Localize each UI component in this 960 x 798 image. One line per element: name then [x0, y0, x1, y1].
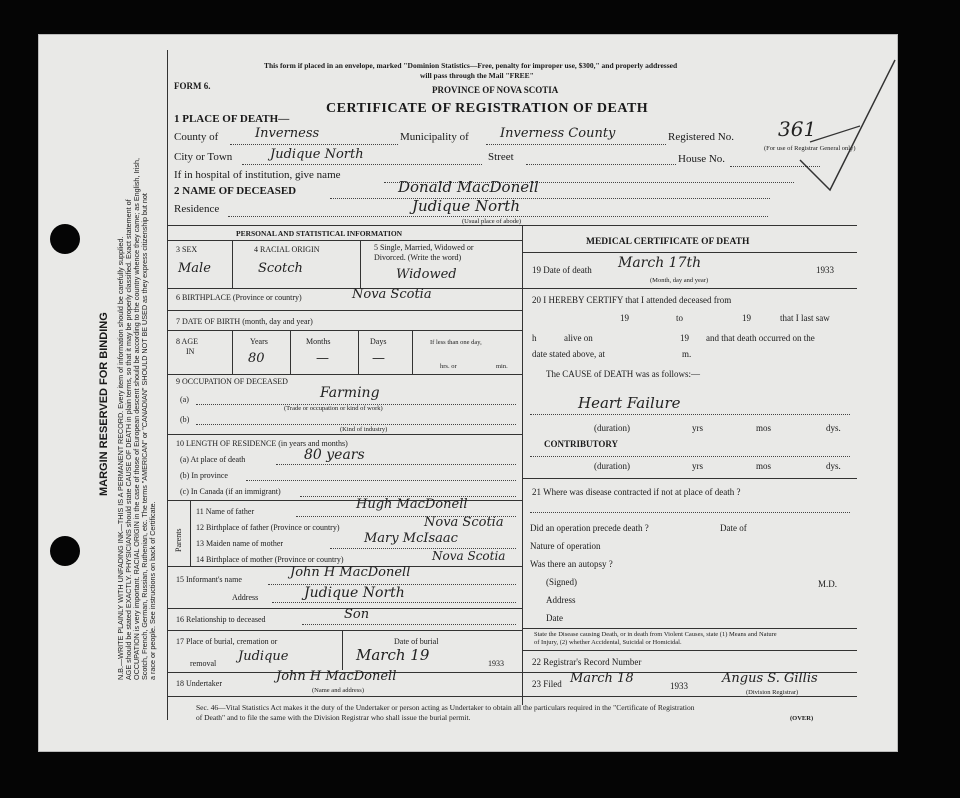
- street-label: Street: [488, 151, 514, 163]
- yrs-label: yrs: [692, 423, 703, 433]
- margin-instruction-2: AGE should be stated EXACTLY. PHYSICIANS should state CAUSE OF DEATH in plain terms, so that it may be properly classified. Exact statement of: [124, 199, 133, 680]
- city-label: City or Town: [174, 151, 233, 163]
- contributory-duration-label: (duration): [594, 461, 630, 471]
- relationship-value: Son: [344, 607, 370, 622]
- birthplace-value: Nova Scotia: [352, 287, 432, 302]
- death-year: 1933: [816, 265, 834, 275]
- occupation-label: 9 OCCUPATION OF DECEASED: [176, 377, 288, 386]
- postal-notice-2: will pass through the Mail "FREE": [420, 71, 534, 80]
- father-birthplace-value: Nova Scotia: [424, 515, 504, 530]
- less-than-day-label: If less than one day,: [430, 339, 482, 346]
- registered-value: 361: [778, 117, 817, 141]
- contributory-mos-label: mos: [756, 461, 772, 471]
- alive-year-label: 19: [680, 333, 689, 343]
- footer-note-2: of Death" and to file the same with the Division Registrar who shall issue the burial permit.: [196, 713, 471, 722]
- m-label: m.: [682, 349, 692, 359]
- birthplace-label: 6 BIRTHPLACE (Province or country): [176, 293, 302, 302]
- margin-instruction-4: Scotch, French, German, Russian, Ruthenian, etc. The terms "AMERICAN" or "CANADIAN" SHOULD NOT BE USED as they express citizenship but not: [140, 193, 149, 680]
- occupation-b: (b): [180, 415, 190, 424]
- informant-address-value: Judique North: [304, 585, 405, 601]
- days-label: Days: [370, 337, 387, 346]
- house-label: House No.: [678, 153, 726, 165]
- undertaker-note: (Name and address): [312, 687, 364, 694]
- informant-label: 15 Informant's name: [176, 575, 242, 584]
- months-label: Months: [306, 337, 331, 346]
- burial-date-label: Date of burial: [394, 637, 439, 646]
- certify-label: 20 I HEREBY CERTIFY that I attended deceased from: [532, 295, 732, 305]
- operation-date-label: Date of: [720, 523, 747, 533]
- years-value: 80: [248, 351, 265, 366]
- res-place-label: (a) At place of death: [180, 455, 246, 464]
- age-label-2: IN: [186, 347, 195, 356]
- mother-label: 13 Maiden name of mother: [196, 539, 284, 548]
- residence-length-label: 10 LENGTH OF RESIDENCE (in years and months): [176, 439, 348, 448]
- margin-title: MARGIN RESERVED FOR BINDING: [98, 312, 110, 496]
- res-canada-label: (c) In Canada (if an immigrant): [180, 487, 281, 496]
- burial-label-2: removal: [190, 659, 217, 668]
- personal-heading: PERSONAL AND STATISTICAL INFORMATION: [236, 229, 403, 238]
- marital-label-2: Divorced. (Write the word): [374, 253, 462, 262]
- autopsy-label: Was there an autopsy ?: [530, 559, 613, 569]
- mother-birthplace-label: 14 Birthplace of mother (Province or country): [196, 555, 344, 564]
- medical-heading: MEDICAL CERTIFICATE OF DEATH: [586, 237, 750, 247]
- violent-note: State the Disease causing Death, or in death from Violent Causes, state (1) Means and Nature: [534, 631, 777, 638]
- margin-instruction-3: OCCUPATION is very important. RACIAL ORIGIN in the case of those of European descent should be according to the country whence they came; as English, Irish,: [132, 157, 141, 680]
- md-label: M.D.: [818, 579, 838, 589]
- medical-date-label: Date: [546, 613, 563, 623]
- footer-note: Sec. 46—Vital Statistics Act makes it the duty of the Undertaker or person acting as Undertaker to obtain all the particulars required in the "Certificate of Registration: [196, 703, 695, 712]
- mother-birthplace-value: Nova Scotia: [432, 549, 506, 563]
- city-value: Judique North: [270, 147, 364, 162]
- hospital-label: If in hospital of institution, give name: [174, 169, 341, 181]
- residence-label: Residence: [174, 203, 220, 215]
- registrar-signature: Angus S. Gillis: [722, 671, 818, 686]
- record-number-label: 22 Registrar's Record Number: [532, 657, 642, 667]
- undertaker-label: 18 Undertaker: [176, 679, 222, 688]
- registered-label: Registered No.: [668, 131, 734, 143]
- to-label: to: [676, 313, 684, 323]
- mother-value: Mary McIsaac: [364, 531, 458, 546]
- county-value: Inverness: [255, 126, 320, 141]
- contributory-dys-label: dys.: [826, 461, 841, 471]
- father-value: Hugh MacDonell: [356, 497, 468, 512]
- death-date-note: (Month, day and year): [650, 277, 709, 284]
- racial-label: 4 RACIAL ORIGIN: [254, 245, 320, 254]
- page-title: CERTIFICATE OF REGISTRATION OF DEATH: [326, 101, 649, 116]
- sex-label: 3 SEX: [176, 245, 198, 254]
- death-date-value: March 17th: [618, 255, 702, 271]
- deceased-name: Donald MacDonell: [398, 178, 539, 196]
- occupation-value: Farming: [320, 385, 380, 401]
- death-date-label: 19 Date of death: [532, 265, 592, 275]
- hrs-label: hrs. or: [440, 363, 457, 370]
- municipality-value: Inverness County: [500, 126, 616, 141]
- postal-notice: This form if placed in an envelope, marked "Dominion Statistics—Free, penalty for improper use, $300," and properly addressed: [264, 61, 678, 70]
- date-stated-label: date stated above, at: [532, 349, 605, 359]
- cause-label: The CAUSE of DEATH was as follows:—: [546, 369, 700, 379]
- burial-year: 1933: [488, 659, 504, 668]
- duration-label: (duration): [594, 423, 630, 433]
- months-value: —: [316, 351, 329, 366]
- occupation-a: (a): [180, 395, 189, 404]
- margin-instruction-1: N.B.—WRITE PLAINLY WITH UNFADING INK—THIS IS A PERMANENT RECORD. Every item of information should be carefully supplied.: [116, 236, 125, 680]
- name-label: 2 NAME OF DECEASED: [174, 185, 297, 197]
- check-mark-icon: [760, 50, 900, 200]
- filed-label: 23 Filed: [532, 679, 562, 689]
- municipality-label: Municipality of: [400, 131, 469, 143]
- binding-hole-bottom: [50, 536, 80, 566]
- res-place-value: 80 years: [304, 447, 365, 463]
- county-label: County of: [174, 131, 219, 143]
- parents-label: Parents: [174, 528, 183, 552]
- filed-value: March 18: [570, 671, 634, 686]
- mos-label: mos: [756, 423, 772, 433]
- from-year-label: 19: [620, 313, 629, 323]
- margin-instruction-5: a race or people. See instructions on back of Certificate.: [148, 501, 157, 680]
- relationship-label: 16 Relationship to deceased: [176, 615, 266, 624]
- burial-label: 17 Place of burial, cremation or: [176, 637, 278, 646]
- burial-date-value: March 19: [356, 646, 430, 664]
- father-birthplace-label: 12 Birthplace of father (Province or country): [196, 523, 340, 532]
- province-name: PROVINCE OF NOVA SCOTIA: [432, 85, 559, 95]
- informant-address-label: Address: [232, 593, 259, 602]
- column-divider: [522, 225, 523, 705]
- filed-year: 1933: [670, 681, 688, 691]
- residence-value: Judique North: [412, 197, 520, 215]
- binding-hole-top: [50, 224, 80, 254]
- min-label: min.: [496, 363, 508, 370]
- place-heading: 1 PLACE OF DEATH—: [174, 113, 290, 125]
- violent-note-2: of Injury, (2) whether Accidental, Suicidal or Homicidal.: [534, 639, 682, 646]
- marital-value: Widowed: [396, 267, 457, 282]
- sex-value: Male: [178, 261, 211, 276]
- form-number: FORM 6.: [174, 81, 211, 91]
- days-value: —: [372, 351, 385, 366]
- age-label: 8 AGE: [176, 337, 198, 346]
- racial-value: Scotch: [258, 261, 303, 276]
- h-label: h: [532, 333, 537, 343]
- years-label: Years: [250, 337, 268, 346]
- alive-on-label: alive on: [564, 333, 593, 343]
- occupation-b-note: (Kind of industry): [340, 426, 388, 433]
- signed-label: (Signed): [546, 577, 577, 587]
- dob-label: 7 DATE OF BIRTH (month, day and year): [176, 317, 313, 326]
- registered-note: (For use of Registrar General only): [764, 145, 856, 152]
- undertaker-value: John H MacDonell: [276, 669, 397, 684]
- father-label: 11 Name of father: [196, 507, 255, 516]
- to-year-label: 19: [742, 313, 751, 323]
- residence-note: (Usual place of abode): [462, 218, 522, 225]
- q21-label: 21 Where was disease contracted if not at place of death ?: [532, 487, 741, 497]
- nature-label: Nature of operation: [530, 541, 601, 551]
- res-province-label: (b) In province: [180, 471, 228, 480]
- death-occurred-label: and that death occurred on the: [706, 333, 815, 343]
- marital-label: 5 Single, Married, Widowed or: [374, 243, 474, 252]
- contributory-label: CONTRIBUTORY: [544, 439, 619, 449]
- medical-address-label: Address: [546, 595, 576, 605]
- dys-label: dys.: [826, 423, 841, 433]
- operation-label: Did an operation precede death ?: [530, 523, 649, 533]
- over-label: (OVER): [790, 715, 814, 722]
- occupation-a-note: (Trade or occupation or kind of work): [284, 405, 383, 412]
- burial-place-value: Judique: [238, 649, 289, 664]
- registrar-note: (Division Registrar): [746, 689, 799, 696]
- contributory-yrs-label: yrs: [692, 461, 703, 471]
- form-left-border: [167, 50, 168, 720]
- informant-value: John H MacDonell: [290, 565, 411, 580]
- cause-value: Heart Failure: [578, 394, 681, 412]
- last-saw-label: that I last saw: [780, 313, 830, 323]
